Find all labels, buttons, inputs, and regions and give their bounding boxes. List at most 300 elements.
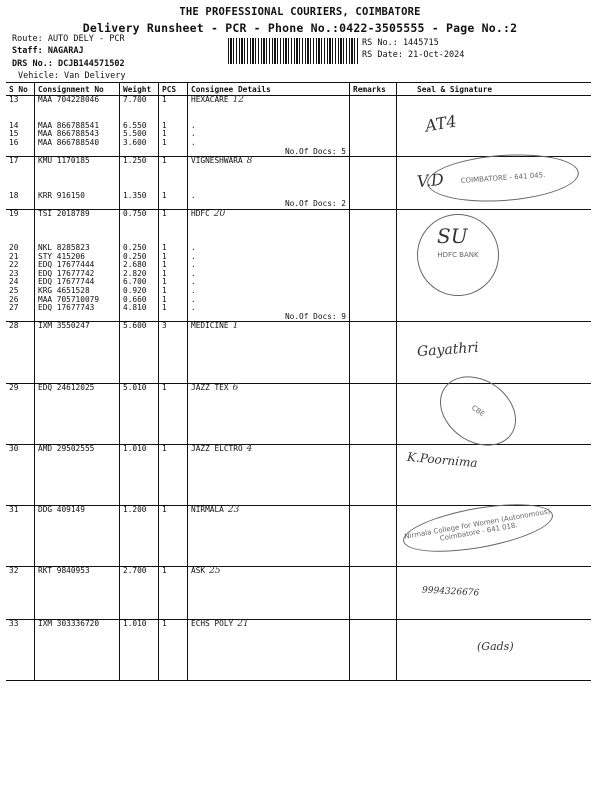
line-wt [123,427,155,436]
line-det [191,183,346,192]
line-wt: 0.250 [123,251,147,261]
cell-pcs [159,209,188,322]
line-sno [9,515,31,524]
line-sno: 18 [9,190,19,200]
line-cn [38,462,116,471]
route: Route: AUTO DELY - PCR [12,34,125,44]
cell-seal-signature [397,383,592,444]
col-seal: Seal & Signature [397,83,592,96]
line-pcs: 1 [162,618,167,628]
line-pcs: 1 [162,382,167,392]
cell-consignment [35,505,120,566]
line-pcs: 1 [162,566,167,576]
cell-sno [6,567,35,620]
cell-remarks [350,322,397,383]
cell-consignment [35,209,120,322]
line-sno [9,453,31,462]
line-det [191,357,346,366]
cell-pcs [159,619,188,680]
line-wt: 7.700 [123,95,147,104]
line-det: HEXACARE 12 [191,95,245,105]
line-wt [123,401,155,410]
line-pcs [162,584,184,593]
line-det: . [191,268,196,278]
cell-remarks [350,567,397,620]
line-det: . [191,243,196,253]
line-sno [9,227,31,236]
line-cn [38,645,116,654]
line-wt [123,409,155,418]
handwritten-note: 12 [232,95,245,105]
cell-remarks [350,157,397,210]
line-det [191,218,346,227]
line-det: . [191,260,196,270]
seal-stamp: HDFC BANK [417,214,499,296]
line-pcs: 1 [162,190,167,200]
runsheet-table [6,82,591,681]
handwritten-note: 21 [237,618,249,629]
line-sno [9,105,31,114]
cell-remarks [350,96,397,157]
handwritten-signature: SU [437,223,468,248]
line-sno [9,401,31,410]
handwritten-note: 8 [246,156,253,167]
cell-weight [120,322,159,383]
cell-pcs [159,322,188,383]
line-pcs: 1 [162,443,167,453]
col-weight: Weight [120,83,159,96]
line-sno [9,532,31,541]
handwritten-note: 25 [209,566,221,577]
cell-consignment [35,322,120,383]
handwritten-signature: (Gads) [477,639,514,653]
line-det [191,637,346,646]
seal-stamp: Nirmala College for Women (Autonomous) Coimbatore - 641 018. [400,495,557,561]
table-body [6,96,591,681]
line-cn [38,654,116,663]
line-wt [123,576,155,585]
table-row [6,209,591,322]
line-wt: 1.200 [123,504,147,514]
line-pcs [162,471,184,480]
line-det [191,549,346,558]
line-sno: 30 [9,443,19,453]
staff: Staff: NAGARAJ [12,46,84,56]
handwritten-signature: AT4 [423,111,458,136]
rs-number: RS No.: 1445715 [362,38,439,48]
line-sno [9,174,31,183]
line-cn: DDG 409149 [38,504,85,514]
line-cn: KRR 916150 [38,190,85,200]
cell-remarks [350,505,397,566]
line-wt [123,418,155,427]
line-det: VIGNESHWARA 8 [191,156,253,167]
cell-seal-signature [397,96,592,157]
cell-weight [120,505,159,566]
line-det [191,584,346,593]
line-wt [123,453,155,462]
line-cn [38,663,116,672]
line-cn [38,166,116,175]
cell-weight [120,567,159,620]
line-pcs [162,427,184,436]
line-det: . [191,294,196,304]
line-det: JAZZ TEX 6 [191,382,239,393]
cell-pcs [159,96,188,157]
line-pcs [162,628,184,637]
cell-weight [120,444,159,505]
cell-consignment [35,567,120,620]
line-cn [38,227,116,236]
line-pcs: 1 [162,251,167,261]
cell-details [188,619,350,680]
line-wt [123,654,155,663]
line-det: JAZZ ELCTRO 4 [191,443,253,454]
line-sno [9,523,31,532]
line-cn [38,532,116,541]
line-det [191,488,346,497]
line-wt [123,331,155,340]
cell-details [188,96,350,157]
line-pcs [162,392,184,401]
line-cn [38,105,116,114]
line-pcs [162,488,184,497]
handwritten-signature: 9994326676 [421,585,480,599]
cell-sno [6,444,35,505]
cell-seal-signature [397,322,592,383]
line-pcs [162,532,184,541]
line-pcs [162,227,184,236]
line-pcs: 1 [162,504,167,514]
line-wt [123,218,155,227]
line-sno [9,549,31,558]
line-pcs [162,409,184,418]
line-det [191,540,346,549]
cell-seal-signature [397,505,592,566]
cell-details [188,383,350,444]
line-wt: 5.500 [123,129,147,139]
line-pcs: 1 [162,156,167,166]
cell-remarks [350,209,397,322]
line-wt [123,105,155,114]
line-pcs: 1 [162,120,167,130]
line-pcs [162,401,184,410]
line-det [191,515,346,524]
cell-remarks [350,444,397,505]
line-cn: RKT 9840953 [38,566,90,576]
handwritten-note: 20 [213,208,226,219]
seal-stamp: CBE [427,362,530,460]
cell-weight [120,383,159,444]
line-det [191,365,346,374]
line-sno [9,540,31,549]
line-det [191,227,346,236]
cell-seal-signature [397,444,592,505]
line-cn [38,515,116,524]
line-pcs [162,340,184,349]
line-wt [123,593,155,602]
line-det [191,532,346,541]
line-cn: AMD 29502555 [38,443,95,453]
line-cn: NKL 8285823 [38,243,90,253]
line-pcs [162,218,184,227]
cell-pcs [159,505,188,566]
line-cn [38,174,116,183]
docs-count: No.Of Docs: 9 [284,311,346,321]
table-row [6,383,591,444]
line-det [191,409,346,418]
line-det [191,593,346,602]
cell-sno [6,209,35,322]
line-cn: MAA 866788541 [38,120,100,130]
line-wt: 5.010 [123,382,147,392]
line-pcs [162,357,184,366]
line-pcs [162,549,184,558]
line-det: HDFC 20 [191,208,226,219]
line-sno: 15 [9,129,19,139]
table-row [6,619,591,680]
cell-sno [6,619,35,680]
line-wt: 1.250 [123,156,147,166]
line-pcs [162,174,184,183]
line-sno: 22 [9,260,19,270]
handwritten-note: 23 [227,504,240,515]
cell-weight [120,209,159,322]
col-consignment: Consignment No [35,83,120,96]
handwritten-signature: K.Poornima [406,449,479,470]
cell-sno [6,505,35,566]
line-det [191,105,346,114]
line-cn [38,401,116,410]
cell-consignment [35,444,120,505]
line-det: . [191,120,196,130]
line-det [191,348,346,357]
line-pcs [162,462,184,471]
line-pcs: 1 [162,95,167,104]
line-wt: 0.250 [123,243,147,253]
cell-details [188,567,350,620]
line-det [191,462,346,471]
line-det [191,418,346,427]
line-wt: 6.550 [123,120,147,130]
line-pcs: 1 [162,243,167,253]
line-cn: MAA 705710079 [38,294,100,304]
line-wt: 3.600 [123,137,147,147]
line-cn [38,601,116,610]
line-sno [9,365,31,374]
line-det [191,236,346,245]
col-remarks: Remarks [350,83,397,96]
line-det: . [191,286,196,296]
line-wt: 6.700 [123,277,147,287]
table-row [6,96,591,157]
line-wt [123,488,155,497]
line-det [191,523,346,532]
cell-pcs [159,444,188,505]
line-pcs [162,515,184,524]
handwritten-note: 1 [232,321,239,332]
table-row [6,322,591,383]
line-pcs: 1 [162,286,167,296]
line-det [191,628,346,637]
line-cn [38,418,116,427]
line-sno: 16 [9,137,19,147]
line-sno [9,340,31,349]
line-det [191,331,346,340]
line-cn [38,523,116,532]
line-wt [123,645,155,654]
docs-count [191,557,346,566]
line-sno: 20 [9,243,19,253]
line-wt [123,637,155,646]
cell-consignment [35,619,120,680]
line-det [191,166,346,175]
line-pcs [162,331,184,340]
line-wt: 4.810 [123,303,147,313]
line-pcs: 1 [162,137,167,147]
rs-date: RS Date: 21-Oct-2024 [362,50,465,60]
line-sno [9,427,31,436]
line-det: . [191,277,196,287]
line-sno [9,637,31,646]
line-cn [38,331,116,340]
cell-details [188,444,350,505]
line-pcs: 1 [162,129,167,139]
line-pcs: 1 [162,294,167,304]
line-det: . [191,251,196,261]
line-wt: 5.600 [123,321,147,331]
line-wt: 2.680 [123,260,147,270]
line-det [191,576,346,585]
handwritten-signature: V.D [416,170,445,192]
line-sno: 23 [9,268,19,278]
cell-consignment [35,157,120,210]
line-cn [38,584,116,593]
line-pcs [162,166,184,175]
table-row [6,567,591,620]
line-det: MEDICINE 1 [191,321,239,332]
line-cn [38,453,116,462]
handwritten-signature: Gayathri [416,340,480,361]
line-sno: 28 [9,321,19,331]
line-cn [38,471,116,480]
table-header [6,83,591,96]
line-wt [123,392,155,401]
line-sno [9,601,31,610]
line-sno [9,409,31,418]
line-sno: 14 [9,120,19,130]
table-row [6,444,591,505]
line-det: . [191,190,196,200]
line-cn [38,540,116,549]
line-pcs: 1 [162,260,167,270]
line-det: NIRMALA 23 [191,504,240,515]
line-cn: MAA 866788540 [38,137,100,147]
line-cn: EDQ 17677444 [38,260,95,270]
line-det: ASK 25 [191,566,221,577]
line-cn: IXM 303336720 [38,618,100,628]
col-sno: S No [6,83,35,96]
line-wt: 1.350 [123,190,147,200]
cell-seal-signature [397,157,592,210]
line-cn [38,218,116,227]
line-sno [9,479,31,488]
line-sno [9,218,31,227]
line-wt: 0.750 [123,208,147,218]
line-wt [123,663,155,672]
docs-count [191,435,346,444]
line-cn [38,637,116,646]
line-pcs [162,453,184,462]
docs-count [191,496,346,505]
line-wt: 1.010 [123,443,147,453]
line-wt [123,549,155,558]
line-det: ECHS POLY 21 [191,618,249,629]
line-sno: 31 [9,504,19,514]
cell-consignment [35,96,120,157]
line-cn [38,348,116,357]
line-pcs [162,479,184,488]
line-sno [9,471,31,480]
line-det [191,663,346,672]
cell-remarks [350,619,397,680]
cell-seal-signature [397,619,592,680]
line-cn [38,479,116,488]
line-wt [123,523,155,532]
barcode [228,38,358,64]
line-sno [9,462,31,471]
line-cn [38,357,116,366]
runsheet-title: Delivery Runsheet - PCR - Phone No.:0422-3505555 - Page No.:2 [82,21,518,35]
line-det [191,174,346,183]
col-details: Consignee Details [188,83,350,96]
line-sno [9,593,31,602]
cell-sno [6,322,35,383]
line-wt [123,227,155,236]
docs-count [191,671,346,680]
seal-stamp: COIMBATORE - 641 045. [426,150,581,206]
line-pcs [162,637,184,646]
line-cn [38,593,116,602]
cell-seal-signature [397,567,592,620]
line-sno: 29 [9,382,19,392]
line-wt [123,166,155,175]
line-wt: 1.010 [123,618,147,628]
line-cn [38,488,116,497]
line-pcs [162,645,184,654]
line-pcs: 1 [162,277,167,287]
line-pcs [162,576,184,585]
cell-pcs [159,383,188,444]
line-wt [123,479,155,488]
line-sno: 25 [9,286,19,296]
table-row [6,157,591,210]
cell-consignment [35,383,120,444]
line-cn: STY 415206 [38,251,85,261]
line-sno [9,348,31,357]
line-pcs [162,654,184,663]
handwritten-note: 4 [246,443,253,454]
line-sno [9,418,31,427]
line-det: . [191,129,196,139]
line-pcs [162,663,184,672]
line-sno [9,663,31,672]
handwritten-note: 6 [232,382,239,393]
line-cn [38,409,116,418]
line-cn: KRG 4651528 [38,286,90,296]
cell-details [188,322,350,383]
docs-count [191,610,346,619]
